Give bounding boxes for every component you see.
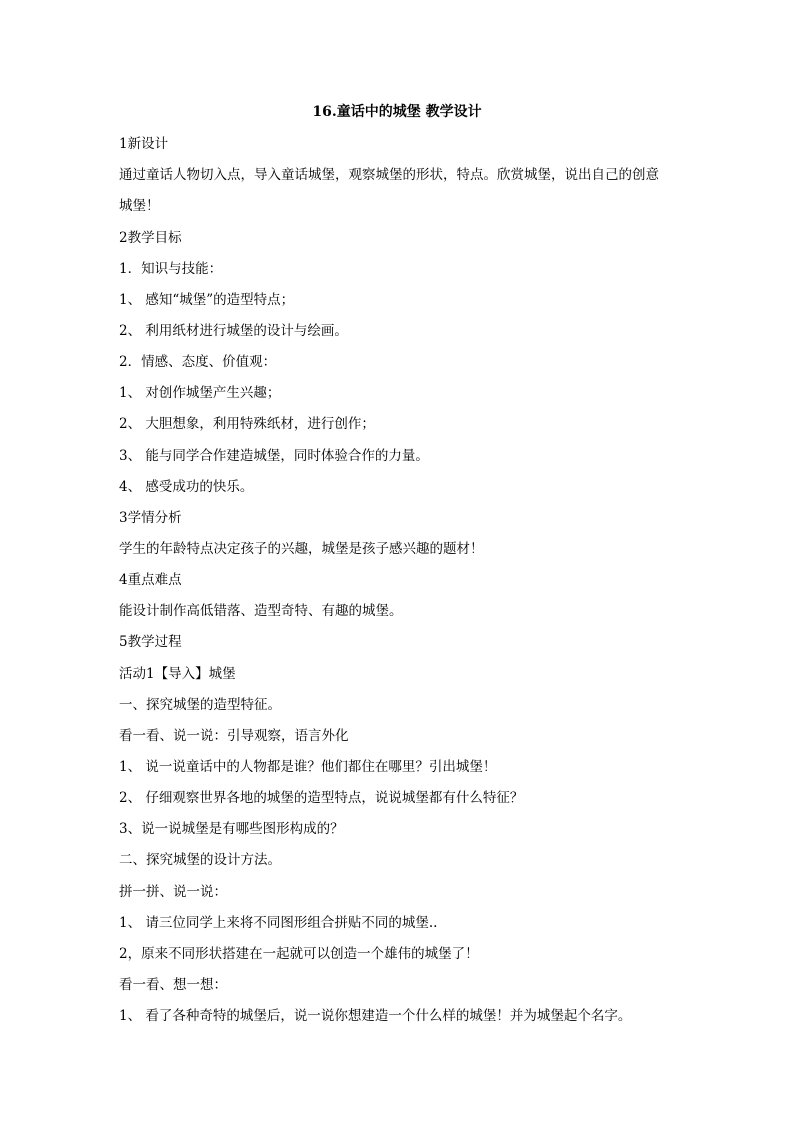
list-item: 1、 对创作城堡产生兴趣； — [119, 385, 281, 401]
subheading-knowledge-skills: 1．知识与技能： — [119, 261, 223, 277]
list-item: 2、 大胆想象，利用特殊纸材，进行创作； — [119, 416, 375, 432]
list-item: 2、 利用纸材进行城堡的设计与绘画。 — [119, 323, 348, 339]
subheading-explore-methods: 二、探究城堡的设计方法。 — [119, 852, 281, 868]
section-heading-teaching-goals: 2教学目标 — [119, 230, 182, 246]
list-item: 2、 仔细观察世界各地的城堡的造型特点，说说城堡都有什么特征？ — [119, 790, 524, 806]
paragraph-line: 学生的年龄特点决定孩子的兴趣，城堡是孩子感兴趣的题材！ — [119, 541, 484, 557]
activity-heading: 活动1【导入】城堡 — [119, 666, 236, 682]
section-heading-key-points: 4重点难点 — [119, 572, 182, 588]
list-item: 3、 能与同学合作建造城堡，同时体验合作的力量。 — [119, 448, 429, 464]
paragraph-line: 看一看、说一说：引导观察，语言外化 — [119, 728, 349, 744]
list-item: 1、 请三位同学上来将不同图形组合拼贴不同的城堡.. — [119, 915, 438, 931]
section-heading-teaching-process: 5教学过程 — [119, 634, 182, 650]
list-item: 3、说一说城堡是有哪些图形构成的？ — [119, 821, 344, 837]
document-title: 16.童话中的城堡 教学设计 — [312, 104, 482, 120]
paragraph-line: 城堡！ — [119, 198, 160, 214]
paragraph-line: 看一看、想一想： — [119, 977, 227, 993]
list-item: 2，原来不同形状搭建在一起就可以创造一个雄伟的城堡了！ — [119, 946, 479, 962]
list-item: 4、 感受成功的快乐。 — [119, 479, 254, 495]
paragraph-line: 拼一拼、说一说： — [119, 884, 227, 900]
list-item: 1、 说一说童话中的人物都是谁？他们都住在哪里？引出城堡！ — [119, 759, 497, 775]
section-heading-learner-analysis: 3学情分析 — [119, 510, 182, 526]
list-item: 1、 看了各种奇特的城堡后，说一说你想建造一个什么样的城堡！并为城堡起个名字。 — [119, 1008, 632, 1024]
paragraph-line: 能设计制作高低错落、造型奇特、有趣的城堡。 — [119, 603, 403, 619]
paragraph-line: 通过童话人物切入点，导入童话城堡，观察城堡的形状，特点。欣赏城堡，说出自己的创意 — [119, 167, 659, 183]
subheading-explore-features: 一、探究城堡的造型特征。 — [119, 697, 281, 713]
list-item: 1、 感知“城堡”的造型特点； — [119, 292, 295, 308]
section-heading-new-design: 1新设计 — [119, 136, 169, 152]
subheading-emotion-values: 2．情感、态度、价值观： — [119, 354, 277, 370]
